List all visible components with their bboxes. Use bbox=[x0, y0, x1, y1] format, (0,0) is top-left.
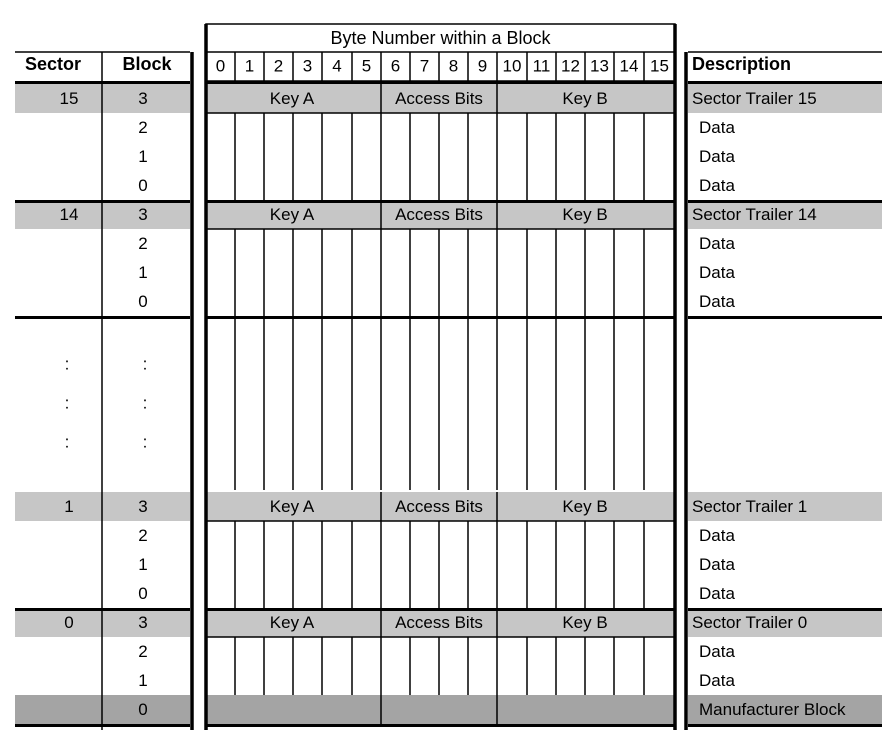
block-description: Data bbox=[699, 583, 735, 603]
byte-number-label: 12 bbox=[561, 56, 580, 76]
block-description: Data bbox=[699, 175, 735, 195]
byte-number-label: 3 bbox=[302, 56, 313, 76]
block-number: 1 bbox=[138, 262, 148, 282]
block-number: 2 bbox=[138, 525, 148, 545]
block-ellipsis: : bbox=[142, 354, 148, 374]
block-ellipsis: : bbox=[142, 432, 148, 452]
byte-number-label: 13 bbox=[590, 56, 609, 76]
block-header: Block bbox=[122, 53, 172, 74]
key-a-label: Key A bbox=[269, 496, 315, 516]
block-number: 0 bbox=[138, 175, 148, 195]
byte-number-label: 7 bbox=[419, 56, 430, 76]
block-number: 2 bbox=[138, 233, 148, 253]
block-number: 0 bbox=[138, 291, 148, 311]
byte-number-label: 1 bbox=[244, 56, 255, 76]
key-b-label: Key B bbox=[562, 204, 608, 224]
block-number: 1 bbox=[138, 670, 148, 690]
block-number: 2 bbox=[138, 641, 148, 661]
sector-header: Sector bbox=[24, 53, 82, 74]
byte-number-label: 8 bbox=[448, 56, 459, 76]
key-a-label: Key A bbox=[269, 204, 315, 224]
description-header: Description bbox=[692, 53, 792, 74]
block-description: Data bbox=[699, 641, 735, 661]
sector-number: 0 bbox=[64, 612, 74, 632]
sector-ellipsis: : bbox=[64, 393, 70, 413]
block-number: 2 bbox=[138, 117, 148, 137]
access-bits-label: Access Bits bbox=[395, 204, 483, 224]
block-description: Data bbox=[699, 554, 735, 574]
block-number: 3 bbox=[138, 612, 148, 632]
byte-number-label: 6 bbox=[390, 56, 401, 76]
block-number: 3 bbox=[138, 88, 148, 108]
byte-number-title: Byte Number within a Block bbox=[330, 27, 551, 48]
block-description: Data bbox=[699, 291, 735, 311]
byte-number-label: 0 bbox=[215, 56, 226, 76]
manufacturer-row-fill-bytes bbox=[206, 695, 675, 724]
byte-number-label: 4 bbox=[332, 56, 342, 76]
block-number: 0 bbox=[138, 583, 148, 603]
block-number: 1 bbox=[138, 146, 148, 166]
sector-number: 1 bbox=[64, 496, 74, 516]
sector-ellipsis: : bbox=[64, 432, 70, 452]
block-number: 3 bbox=[138, 496, 148, 516]
block-description: Sector Trailer 14 bbox=[692, 204, 817, 224]
key-a-label: Key A bbox=[269, 612, 315, 632]
sector-ellipsis: : bbox=[64, 354, 70, 374]
access-bits-label: Access Bits bbox=[395, 88, 483, 108]
block-description: Data bbox=[699, 117, 735, 137]
block-description: Data bbox=[699, 262, 735, 282]
block-number: 1 bbox=[138, 554, 148, 574]
byte-number-label: 11 bbox=[532, 56, 551, 76]
block-ellipsis: : bbox=[142, 393, 148, 413]
byte-number-label: 10 bbox=[502, 56, 522, 76]
block-description: Data bbox=[699, 525, 735, 545]
block-description: Sector Trailer 1 bbox=[692, 496, 808, 516]
block-description: Manufacturer Block bbox=[699, 699, 846, 719]
key-b-label: Key B bbox=[562, 612, 608, 632]
block-description: Data bbox=[699, 670, 735, 690]
block-description: Data bbox=[699, 233, 735, 253]
block-number: 3 bbox=[138, 204, 148, 224]
key-a-label: Key A bbox=[269, 88, 315, 108]
block-number: 0 bbox=[138, 699, 148, 719]
byte-number-label: 15 bbox=[650, 56, 669, 76]
byte-number-label: 14 bbox=[619, 56, 639, 76]
block-description: Sector Trailer 15 bbox=[692, 88, 817, 108]
byte-number-label: 9 bbox=[477, 56, 488, 76]
block-description: Sector Trailer 0 bbox=[692, 612, 808, 632]
byte-number-label: 5 bbox=[361, 56, 372, 76]
access-bits-label: Access Bits bbox=[395, 496, 483, 516]
block-description: Data bbox=[699, 146, 735, 166]
key-b-label: Key B bbox=[562, 88, 608, 108]
sector-number: 15 bbox=[59, 88, 79, 108]
byte-number-label: 2 bbox=[273, 56, 284, 76]
key-b-label: Key B bbox=[562, 496, 608, 516]
access-bits-label: Access Bits bbox=[395, 612, 483, 632]
sector-number: 14 bbox=[59, 204, 79, 224]
